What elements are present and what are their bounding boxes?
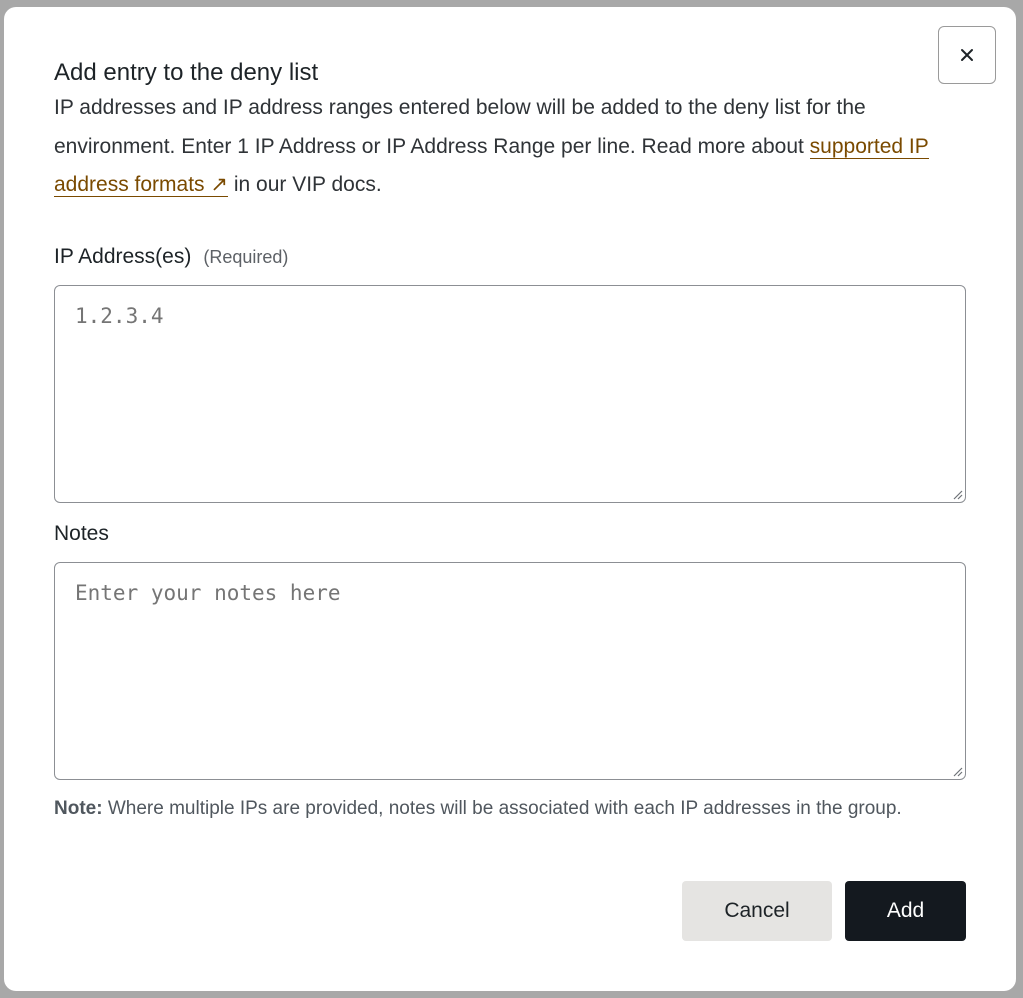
notes-input[interactable] <box>54 562 966 780</box>
dialog-title: Add entry to the deny list <box>54 59 319 86</box>
ip-formats-link[interactable]: supported IP address formats ↗ <box>54 134 929 196</box>
close-icon <box>960 48 974 62</box>
deny-list-dialog <box>4 7 1016 991</box>
ip-address-label <box>54 243 288 271</box>
required-indicator: (Required) <box>203 247 289 267</box>
notes-label: Notes <box>54 522 109 545</box>
ip-address-label-text: IP Address(es) <box>54 245 192 268</box>
dialog-description <box>54 89 954 205</box>
note-text: Where multiple IPs are provided, notes will be associated with each IP addresses in the group. <box>102 798 902 819</box>
cancel-button[interactable]: Cancel <box>682 881 832 941</box>
close-button[interactable] <box>938 26 996 84</box>
description-text: IP addresses and IP address ranges entered below will be added to the deny list for the environment. Enter 1 IP Address or IP Address Range per line. Read more about <box>54 96 866 158</box>
note-prefix: Note: <box>54 798 103 819</box>
ip-address-input[interactable] <box>54 285 966 503</box>
notes-hint <box>54 793 964 824</box>
add-button[interactable]: Add <box>845 881 966 941</box>
description-suffix: in our VIP docs. <box>228 173 382 196</box>
